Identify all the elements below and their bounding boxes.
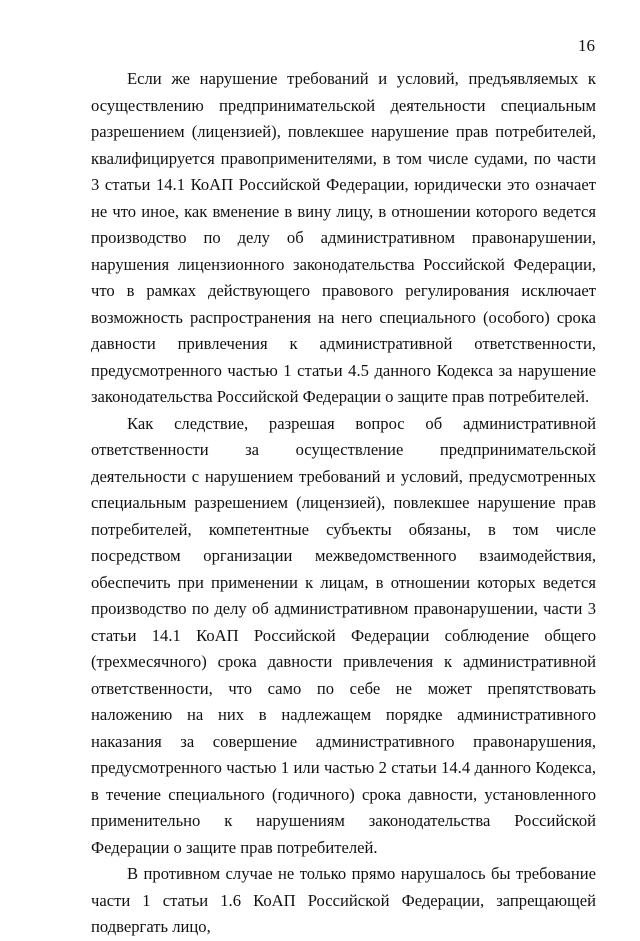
- page-number: 16: [578, 36, 595, 55]
- paragraph-2: Как следствие, разрешая вопрос об административной ответственности за осуществление предпринимательской деятельности с нарушением требований и условий, предусмотренных специальным разрешением (лицензией), повлекшее нарушение прав потребителей, компетентные субъекты обязаны, в том числе посредством организации межведомственного взаимодействия, обеспечить при применении к лицам, в отношении которых ведется производство по делу об административном правонарушении, части 3 статьи 14.1 КоАП Российской Федерации соблюдение общего (трехмесячного) срока давности привлечения к административной ответственности, что само по себе не может препятствовать наложению на них в надлежащем порядке административного наказания за совершение административного правонарушения, предусмотренного частью 1 или частью 2 статьи 14.4 данного Кодекса, в течение специального (годичного) срока давности, установленного применительно к нарушениям законодательства Российской Федерации о защите прав потребителей.: [91, 413, 596, 857]
- paragraph-3: В противном случае не только прямо нарушалось бы требование части 1 статьи 1.6 КоАП Российской Федерации, запрещающей подвергать лицо,: [91, 864, 596, 936]
- document-body: [91, 66, 596, 941]
- paragraph-1: Если же нарушение требований и условий, предъявляемых к осуществлению предпринимательской деятельности специальным разрешением (лицензией), повлекшее нарушение прав потребителей, квалифицируется правоприменителями, в том числе судами, по части 3 статьи 14.1 КоАП Российской Федерации, юридически это означает не что иное, как вменение в вину лицу, в отношении которого ведется производство по делу об административном правонарушении, нарушения лицензионного законодательства Российской Федерации, что в рамках действующего правового регулирования исключает возможность распространения на него специального (особого) срока давности привлечения к административной ответственности, предусмотренного частью 1 статьи 4.5 данного Кодекса за нарушение законодательства Российской Федерации о защите прав потребителей.: [91, 69, 596, 406]
